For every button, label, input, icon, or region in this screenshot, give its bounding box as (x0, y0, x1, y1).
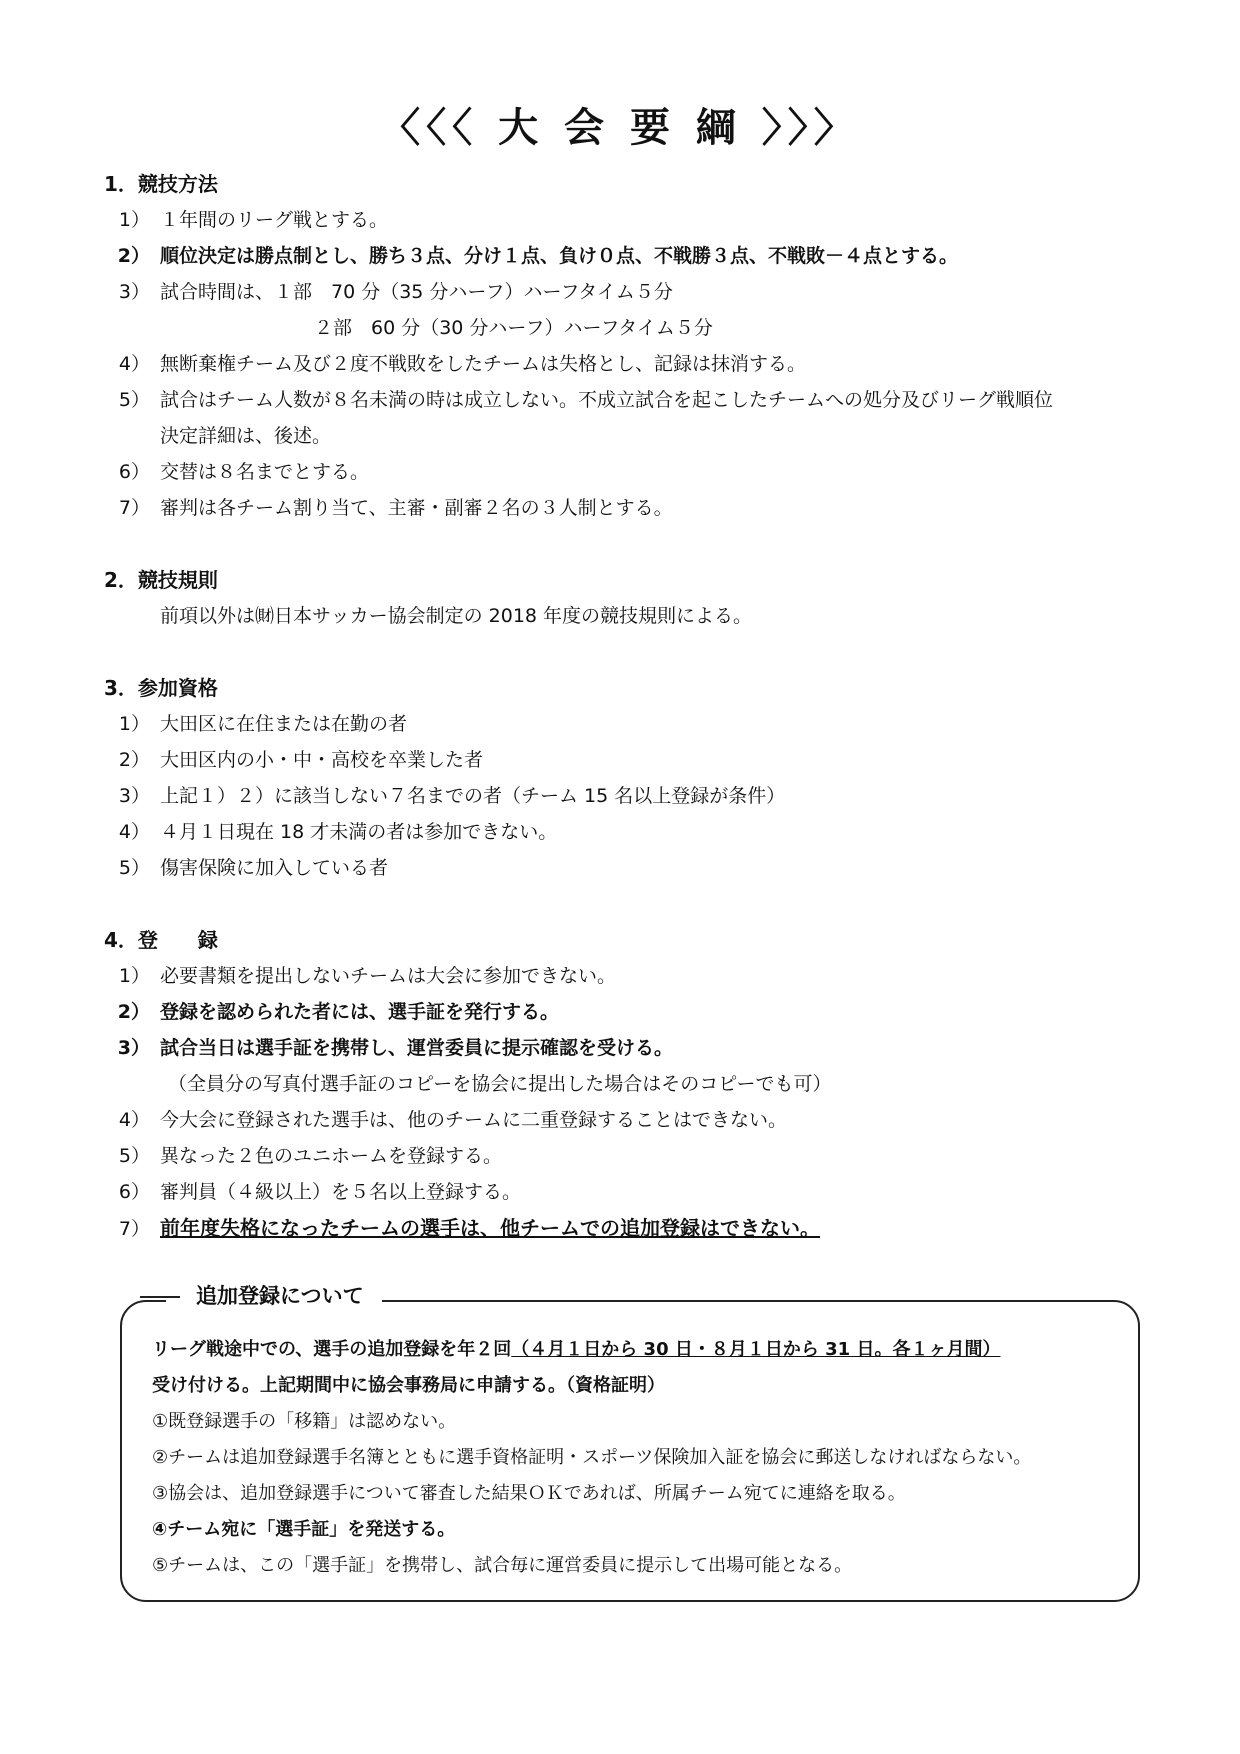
item-text: 大田区内の小・中・高校を卒業した者 (160, 749, 484, 771)
item-number: 7） (118, 497, 150, 519)
item-number: 5） (118, 1145, 150, 1167)
list-item (104, 1210, 1164, 1246)
list-item (104, 1030, 1164, 1066)
item-text: 上記１）２）に該当しない７名までの者（チーム 15 名以上登録が条件） (160, 785, 786, 807)
document-body (104, 166, 1164, 1246)
item-number: 5） (118, 857, 150, 879)
item-number: 2） (118, 749, 150, 771)
box-line: ①既登録選手の「移籍」は認めない。 (152, 1411, 457, 1432)
box-title (166, 1280, 382, 1310)
list-item (104, 778, 1164, 814)
item-number: 2） (117, 1001, 150, 1023)
box-line: ②チームは追加登録選手名簿とともに選手資格証明・スポーツ保険加入証を協会に郵送しなければならない。 (152, 1447, 1032, 1468)
list-item (104, 418, 1164, 454)
item-text: 大田区に在住または在勤の者 (160, 713, 408, 735)
list-item (104, 706, 1164, 742)
item-text: 試合当日は選手証を携帯し、運営委員に提示確認を受ける。 (160, 1037, 674, 1059)
item-number: 4） (118, 821, 150, 843)
list-item (104, 274, 1164, 310)
item-text: 無断棄権チーム及び２度不戦敗をしたチームは失格とし、記録は抹消する。 (160, 353, 807, 375)
section-heading: 1．競技方法 (104, 172, 218, 196)
box-body (152, 1332, 1132, 1584)
box-line: ⑤チームは、この「選手証」を携帯し、試合毎に運営委員に提示して出場可能となる。 (152, 1555, 853, 1576)
item-text: 試合時間は、１部 70 分（35 分ハーフ）ハーフタイム５分 (160, 281, 673, 303)
page-title: 〈〈〈 大 会 要 綱 〉〉〉 (380, 105, 860, 151)
list-item (104, 1174, 1164, 1210)
additional-registration-box (120, 1284, 1140, 1602)
list-item (104, 1138, 1164, 1174)
item-number: 1） (118, 209, 150, 231)
item-number: 4） (118, 1109, 150, 1131)
item-text: 試合はチーム人数が８名未満の時は成立しない。不成立試合を起こしたチームへの処分及びリーグ戦順位 (160, 389, 1054, 411)
box-line: ④チーム宛に「選手証」を発送する。 (152, 1519, 456, 1540)
list-item (104, 1066, 1164, 1102)
list-item (104, 994, 1164, 1030)
item-number: 1） (118, 713, 150, 735)
list-item (104, 310, 1164, 346)
list-item (104, 346, 1164, 382)
list-item (104, 742, 1164, 778)
box-line-text: リーグ戦途中での、選手の追加登録を年２回 (152, 1339, 512, 1360)
list-item (104, 850, 1164, 886)
item-text: １年間のリーグ戦とする。 (160, 209, 389, 231)
item-text: ２部 60 分（30 分ハーフ）ハーフタイム５分 (314, 317, 713, 339)
item-number: 5） (118, 389, 150, 411)
box-line: 受け付ける。上記期間中に協会事務局に申請する。（資格証明） (152, 1375, 665, 1396)
list-item (104, 454, 1164, 490)
item-number: 6） (118, 1181, 150, 1203)
item-text: 審判は各チーム割り当て、主審・副審２名の３人制とする。 (160, 497, 673, 519)
section-heading: 3．参加資格 (104, 676, 218, 700)
item-text: ４月１日現在 18 才未満の者は参加できない。 (160, 821, 558, 843)
item-text: 登録を認められた者には、選手証を発行する。 (160, 1001, 560, 1023)
item-number: 3） (118, 281, 150, 303)
item-text: 前年度失格になったチームの選手は、他チームでの追加登録はできない。 (160, 1216, 820, 1240)
list-item (104, 490, 1164, 526)
item-text: （全員分の写真付選手証のコピーを協会に提出した場合はそのコピーでも可） (168, 1073, 832, 1095)
title-rule (140, 1296, 180, 1298)
list-item (104, 598, 1164, 634)
list-item (104, 202, 1164, 238)
list-item (104, 382, 1164, 418)
item-text: 順位決定は勝点制とし、勝ち３点、分け１点、負け０点、不戦勝３点、不戦敗－４点とする。 (160, 245, 959, 267)
item-text: 今大会に登録された選手は、他のチームに二重登録することはできない。 (160, 1109, 788, 1131)
item-number: 4） (118, 353, 150, 375)
section-heading: 4．登 録 (104, 928, 218, 952)
item-text: 交替は８名までとする。 (160, 461, 370, 483)
registration-period: （４月１日から 30 日・８月１日から 31 日。各１ヶ月間） (511, 1339, 1001, 1360)
item-text: 前項以外は㈶日本サッカー協会制定の 2018 年度の競技規則による。 (160, 605, 753, 627)
item-number: 7） (118, 1218, 150, 1240)
box-line: ③協会は、追加登録選手について審査した結果ＯＫであれば、所属チーム宛てに連絡を取る。 (152, 1483, 906, 1504)
item-text: 傷害保険に加入している者 (160, 857, 389, 879)
item-number: 3） (118, 785, 150, 807)
list-item (104, 958, 1164, 994)
item-text: 異なった２色のユニホームを登録する。 (160, 1145, 503, 1167)
list-item (104, 238, 1164, 274)
item-number: 2） (117, 245, 150, 267)
box-line (152, 1332, 1132, 1368)
list-item (104, 1102, 1164, 1138)
item-text: 決定詳細は、後述。 (160, 425, 332, 447)
box-title-text: 追加登録について (196, 1284, 364, 1308)
item-text: 必要書類を提出しないチームは大会に参加できない。 (160, 965, 617, 987)
section-heading: 2．競技規則 (104, 568, 218, 592)
list-item (104, 814, 1164, 850)
item-number: 1） (118, 965, 150, 987)
item-number: 3） (117, 1037, 150, 1059)
item-number: 6） (118, 461, 150, 483)
item-text: 審判員（４級以上）を５名以上登録する。 (160, 1181, 522, 1203)
